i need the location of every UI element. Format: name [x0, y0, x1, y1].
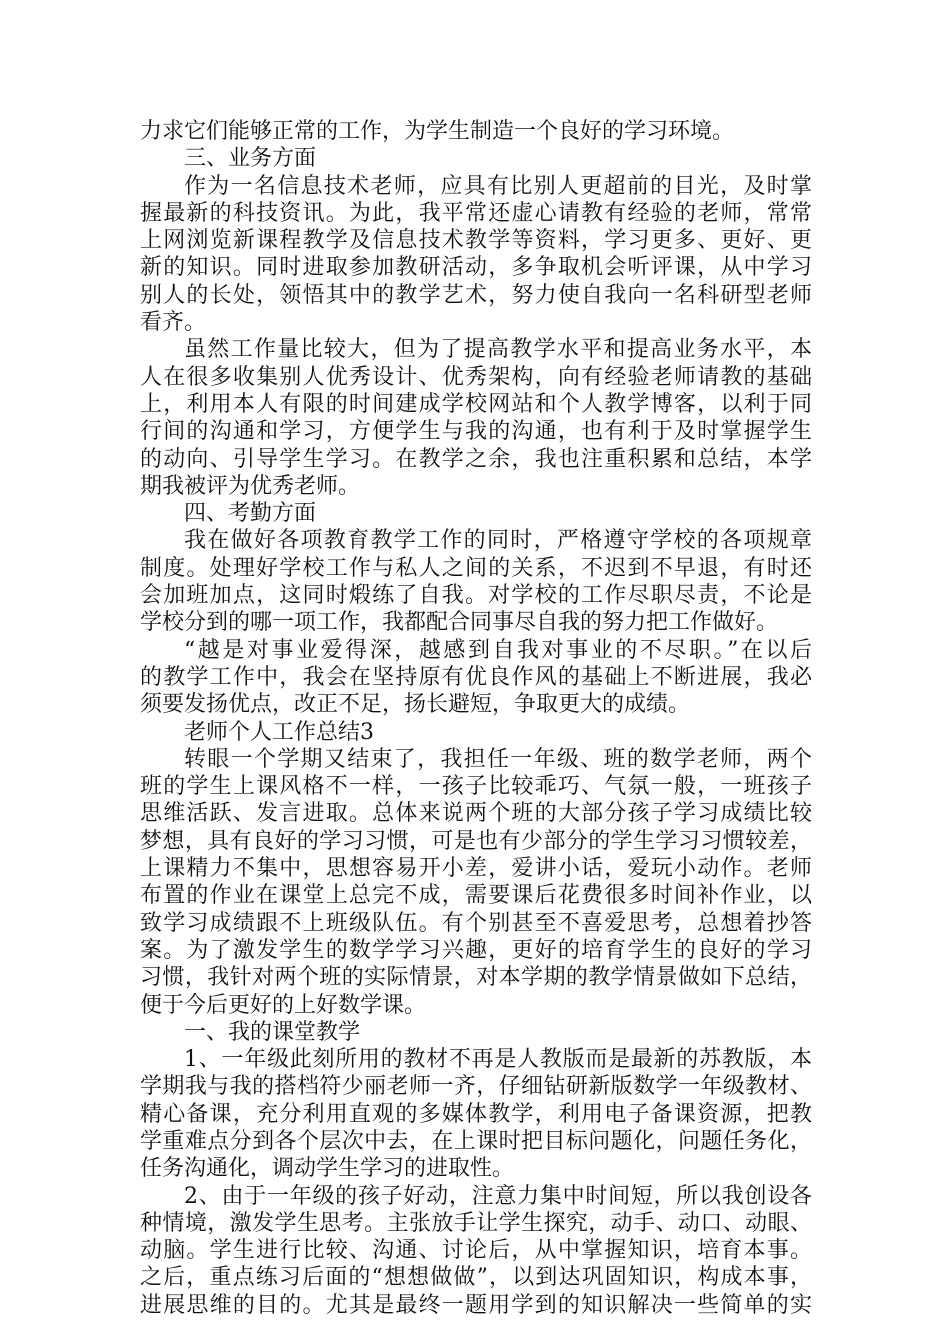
- text-line: 虽然工作量比较大，但为了提高教学水平和提高业务水平，本: [184, 337, 812, 363]
- text-line: 1、一年级此刻所用的教材不再是人教版而是最新的苏教版，本: [184, 1047, 812, 1073]
- text-line: 一、我的课堂教学: [184, 1019, 361, 1045]
- text-line: 2、由于一年级的孩子好动，注意力集中时间短，所以我创设各: [184, 1183, 812, 1209]
- text-line: 布置的作业在课堂上总完不成，需要课后花费很多时间补作业，以: [140, 883, 812, 909]
- text-line: 之后，重点练习后面的“想想做做”，以到达巩固知识，构成本事，: [140, 1265, 812, 1291]
- text-line: 案。为了激发学生的数学学习兴趣，更好的培育学生的良好的学习: [140, 937, 812, 963]
- text-line: 便于今后更好的上好数学课。: [140, 992, 427, 1018]
- text-line: 的动向、引导学生学习。在教学之余，我也注重积累和总结，本学: [140, 446, 812, 472]
- text-line: 任务沟通化，调动学生学习的进取性。: [140, 1156, 515, 1182]
- text-line: 须要发扬优点，改正不足，扬长避短，争取更大的成绩。: [140, 692, 691, 718]
- text-line: 三、业务方面: [184, 146, 317, 172]
- text-line: 我在做好各项教育教学工作的同时，严格遵守学校的各项规章: [184, 528, 812, 554]
- text-line: 学期我与我的搭档符少丽老师一齐，仔细钻研新版数学一年级教材、: [140, 1074, 812, 1100]
- text-line: 致学习成绩跟不上班级队伍。有个别甚至不喜爱思考，总想着抄答: [140, 910, 812, 936]
- text-line: 学重难点分到各个层次中去，在上课时把目标问题化，问题任务化，: [140, 1128, 812, 1154]
- text-line: 思维活跃、发言进取。总体来说两个班的大部分孩子学习成绩比较: [140, 801, 812, 827]
- text-line: 的教学工作中，我会在坚持原有优良作风的基础上不断进展，我必: [140, 664, 812, 690]
- text-line: 上，利用本人有限的时间建成学校网站和个人教学博客，以利于同: [140, 391, 812, 417]
- text-line: 种情境，激发学生思考。主张放手让学生探究，动手、动口、动眼、: [140, 1210, 812, 1236]
- text-line: 会加班加点，这同时煅练了自我。对学校的工作尽职尽责，不论是: [140, 583, 812, 609]
- text-line: 握最新的科技资讯。为此，我平常还虚心请教有经验的老师，常常: [140, 200, 812, 226]
- text-line: 行间的沟通和学习，方便学生与我的沟通，也有利于及时掌握学生: [140, 419, 812, 445]
- text-line: 习惯，我针对两个班的实际情景，对本学期的教学情景做如下总结，: [140, 965, 812, 991]
- text-line: 梦想，具有良好的学习习惯，可是也有少部分的学生学习习惯较差，: [140, 828, 812, 854]
- document-body: [140, 118, 812, 1319]
- text-line: 动脑。学生进行比较、沟通、讨论后，从中掌握知识，培育本事。: [140, 1238, 812, 1264]
- text-line: 人在很多收集别人优秀设计、优秀架构，向有经验老师请教的基础: [140, 364, 812, 390]
- text-line: 四、考勤方面: [184, 501, 317, 527]
- text-line: 新的知识。同时进取参加教研活动，多争取机会听评课，从中学习: [140, 255, 812, 281]
- text-line: 班的学生上课风格不一样，一孩子比较乖巧、气氛一般，一班孩子: [140, 774, 812, 800]
- text-line: 上网浏览新课程教学及信息技术教学等资料，学习更多、更好、更: [140, 228, 812, 254]
- text-line: 看齐。: [140, 310, 207, 336]
- text-line: 学校分到的哪一项工作，我都配合同事尽自我的努力把工作做好。: [140, 610, 779, 636]
- text-line: 别人的长处，领悟其中的教学艺术，努力使自我向一名科研型老师: [140, 282, 812, 308]
- text-line: 老师个人工作总结3: [184, 719, 374, 745]
- text-line: 力求它们能够正常的工作，为学生制造一个良好的学习环境。: [140, 119, 735, 144]
- text-line: 精心备课，充分利用直观的多媒体教学，利用电子备课资源，把教: [140, 1101, 812, 1127]
- text-line: 作为一名信息技术老师，应具有比别人更超前的目光，及时掌: [184, 173, 812, 199]
- text-line: 期我被评为优秀老师。: [140, 473, 361, 499]
- text-line: 转眼一个学期又结束了，我担任一年级、班的数学老师，两个: [184, 746, 812, 772]
- text-line: 进展思维的目的。尤其是最终一题用学到的知识解决一些简单的实: [140, 1292, 812, 1318]
- text-line: 上课精力不集中，思想容易开小差，爱讲小话，爱玩小动作。老师: [140, 856, 812, 882]
- text-line: “越是对事业爱得深，越感到自我对事业的不尽职。”在以后: [184, 637, 812, 663]
- text-line: 制度。处理好学校工作与私人之间的关系，不迟到不早退，有时还: [140, 555, 812, 581]
